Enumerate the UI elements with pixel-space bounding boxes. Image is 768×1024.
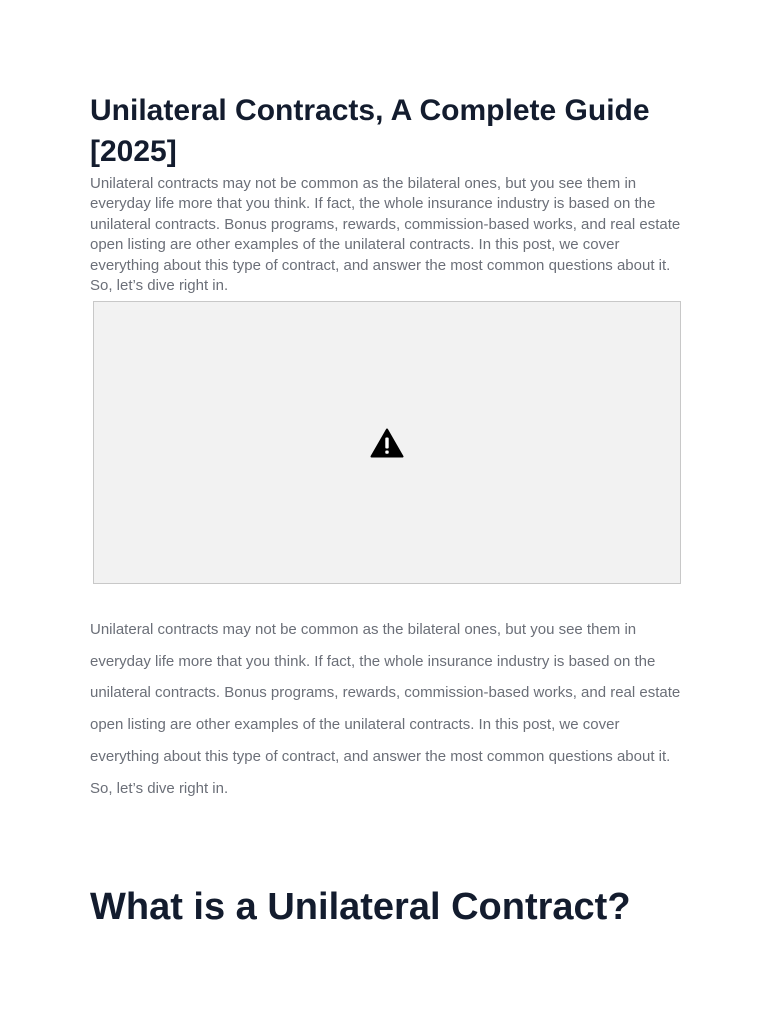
warning-icon (370, 428, 404, 458)
section-heading: What is a Unilateral Contract? (90, 886, 631, 928)
broken-image-placeholder (93, 301, 681, 584)
article-title: Unilateral Contracts, A Complete Guide [2025] (90, 94, 650, 168)
body-paragraph: Unilateral contracts may not be common as the bilateral ones, but you see them in everyday life more that you think. If fact, the whole insurance industry is based on the unilateral contracts. Bonus programs, rewards, commission-based works, and real estate open listing are other examples of the unilateral contracts. In this post, we cover everything about this type of contract, and answer the most common questions about it. So, let’s dive right in. (90, 621, 681, 797)
intro-paragraph: Unilateral contracts may not be common as the bilateral ones, but you see them in everyday life more that you think. If fact, the whole insurance industry is based on the unilateral contracts. Bonus programs, rewards, commission-based works, and real estate open listing are other examples of the unilateral contracts. In this post, we cover everything about this type of contract, and answer the most common questions about it. So, let’s dive right in. (90, 175, 681, 295)
